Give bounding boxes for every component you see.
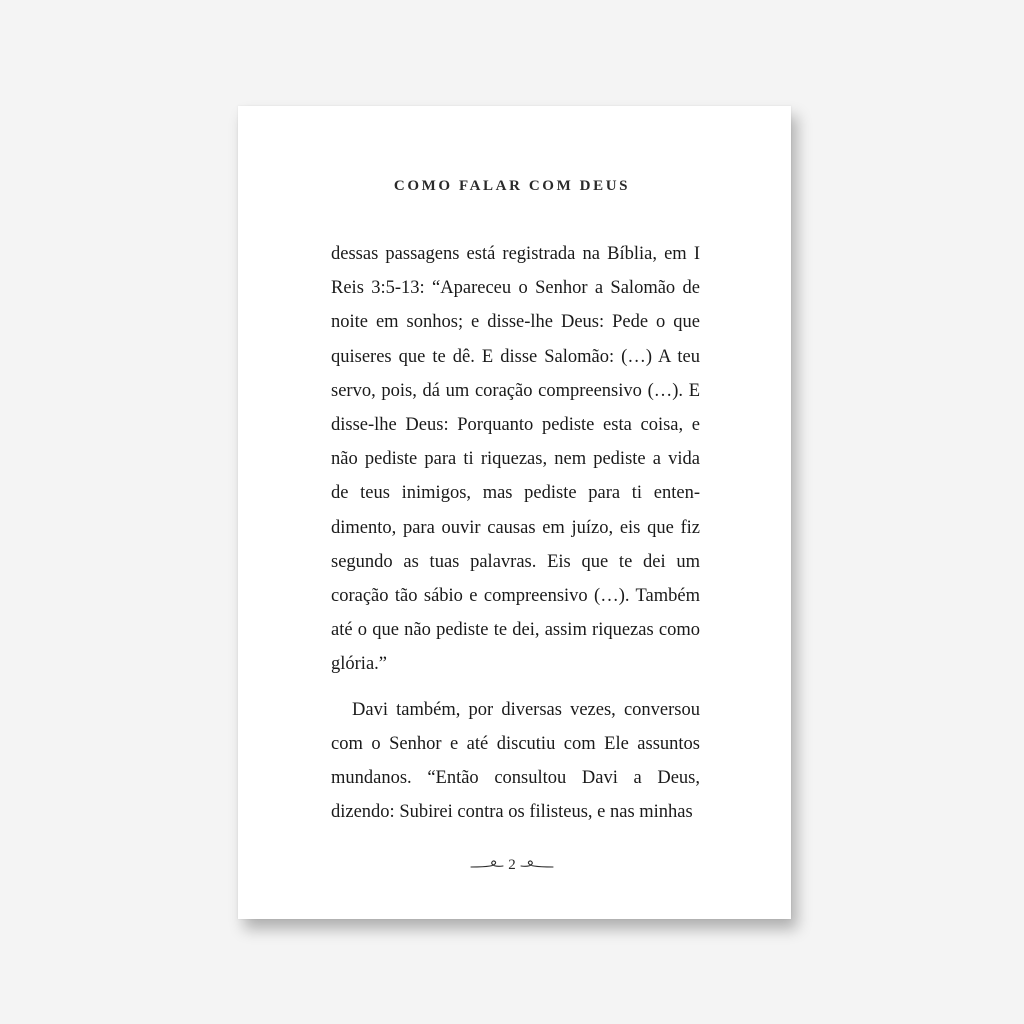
left-flourish-icon [470,858,504,872]
right-flourish-icon [520,858,554,872]
page-number: 2 [508,856,516,873]
body-text [331,237,700,829]
paragraph-2: Davi também, por diversas vezes, conversou com o Senhor e até discutiu com Ele assuntos mundanos. “Então consultou Davi a Deus, dizendo: Subirei contra os filisteus, e nas minhas [331,699,700,823]
paragraph-1: dessas passagens está registrada na Bíblia, em I Reis 3:5-13: “Apareceu o Senhor a Salomão de noite em sonhos; e disse-lhe Deus: Pede o que quiseres que te dê. E disse Salomão: (…) A teu servo, pois, dá um coração compreensivo (…). E disse-lhe Deus: Porquanto pediste esta coisa, e não pediste para ti riquezas, nem pediste a vida de teus inimigos, mas pediste para ti entendimento, para ouvir causas em juízo, eis que fiz segundo as tuas palavras. Eis que te dei um coração tão sábio e compreensivo (…). Também até o que não pediste te dei, assim riquezas como glória.” [331,244,700,675]
page-folio [462,852,562,878]
running-head: COMO FALAR COM DEUS [393,178,631,194]
